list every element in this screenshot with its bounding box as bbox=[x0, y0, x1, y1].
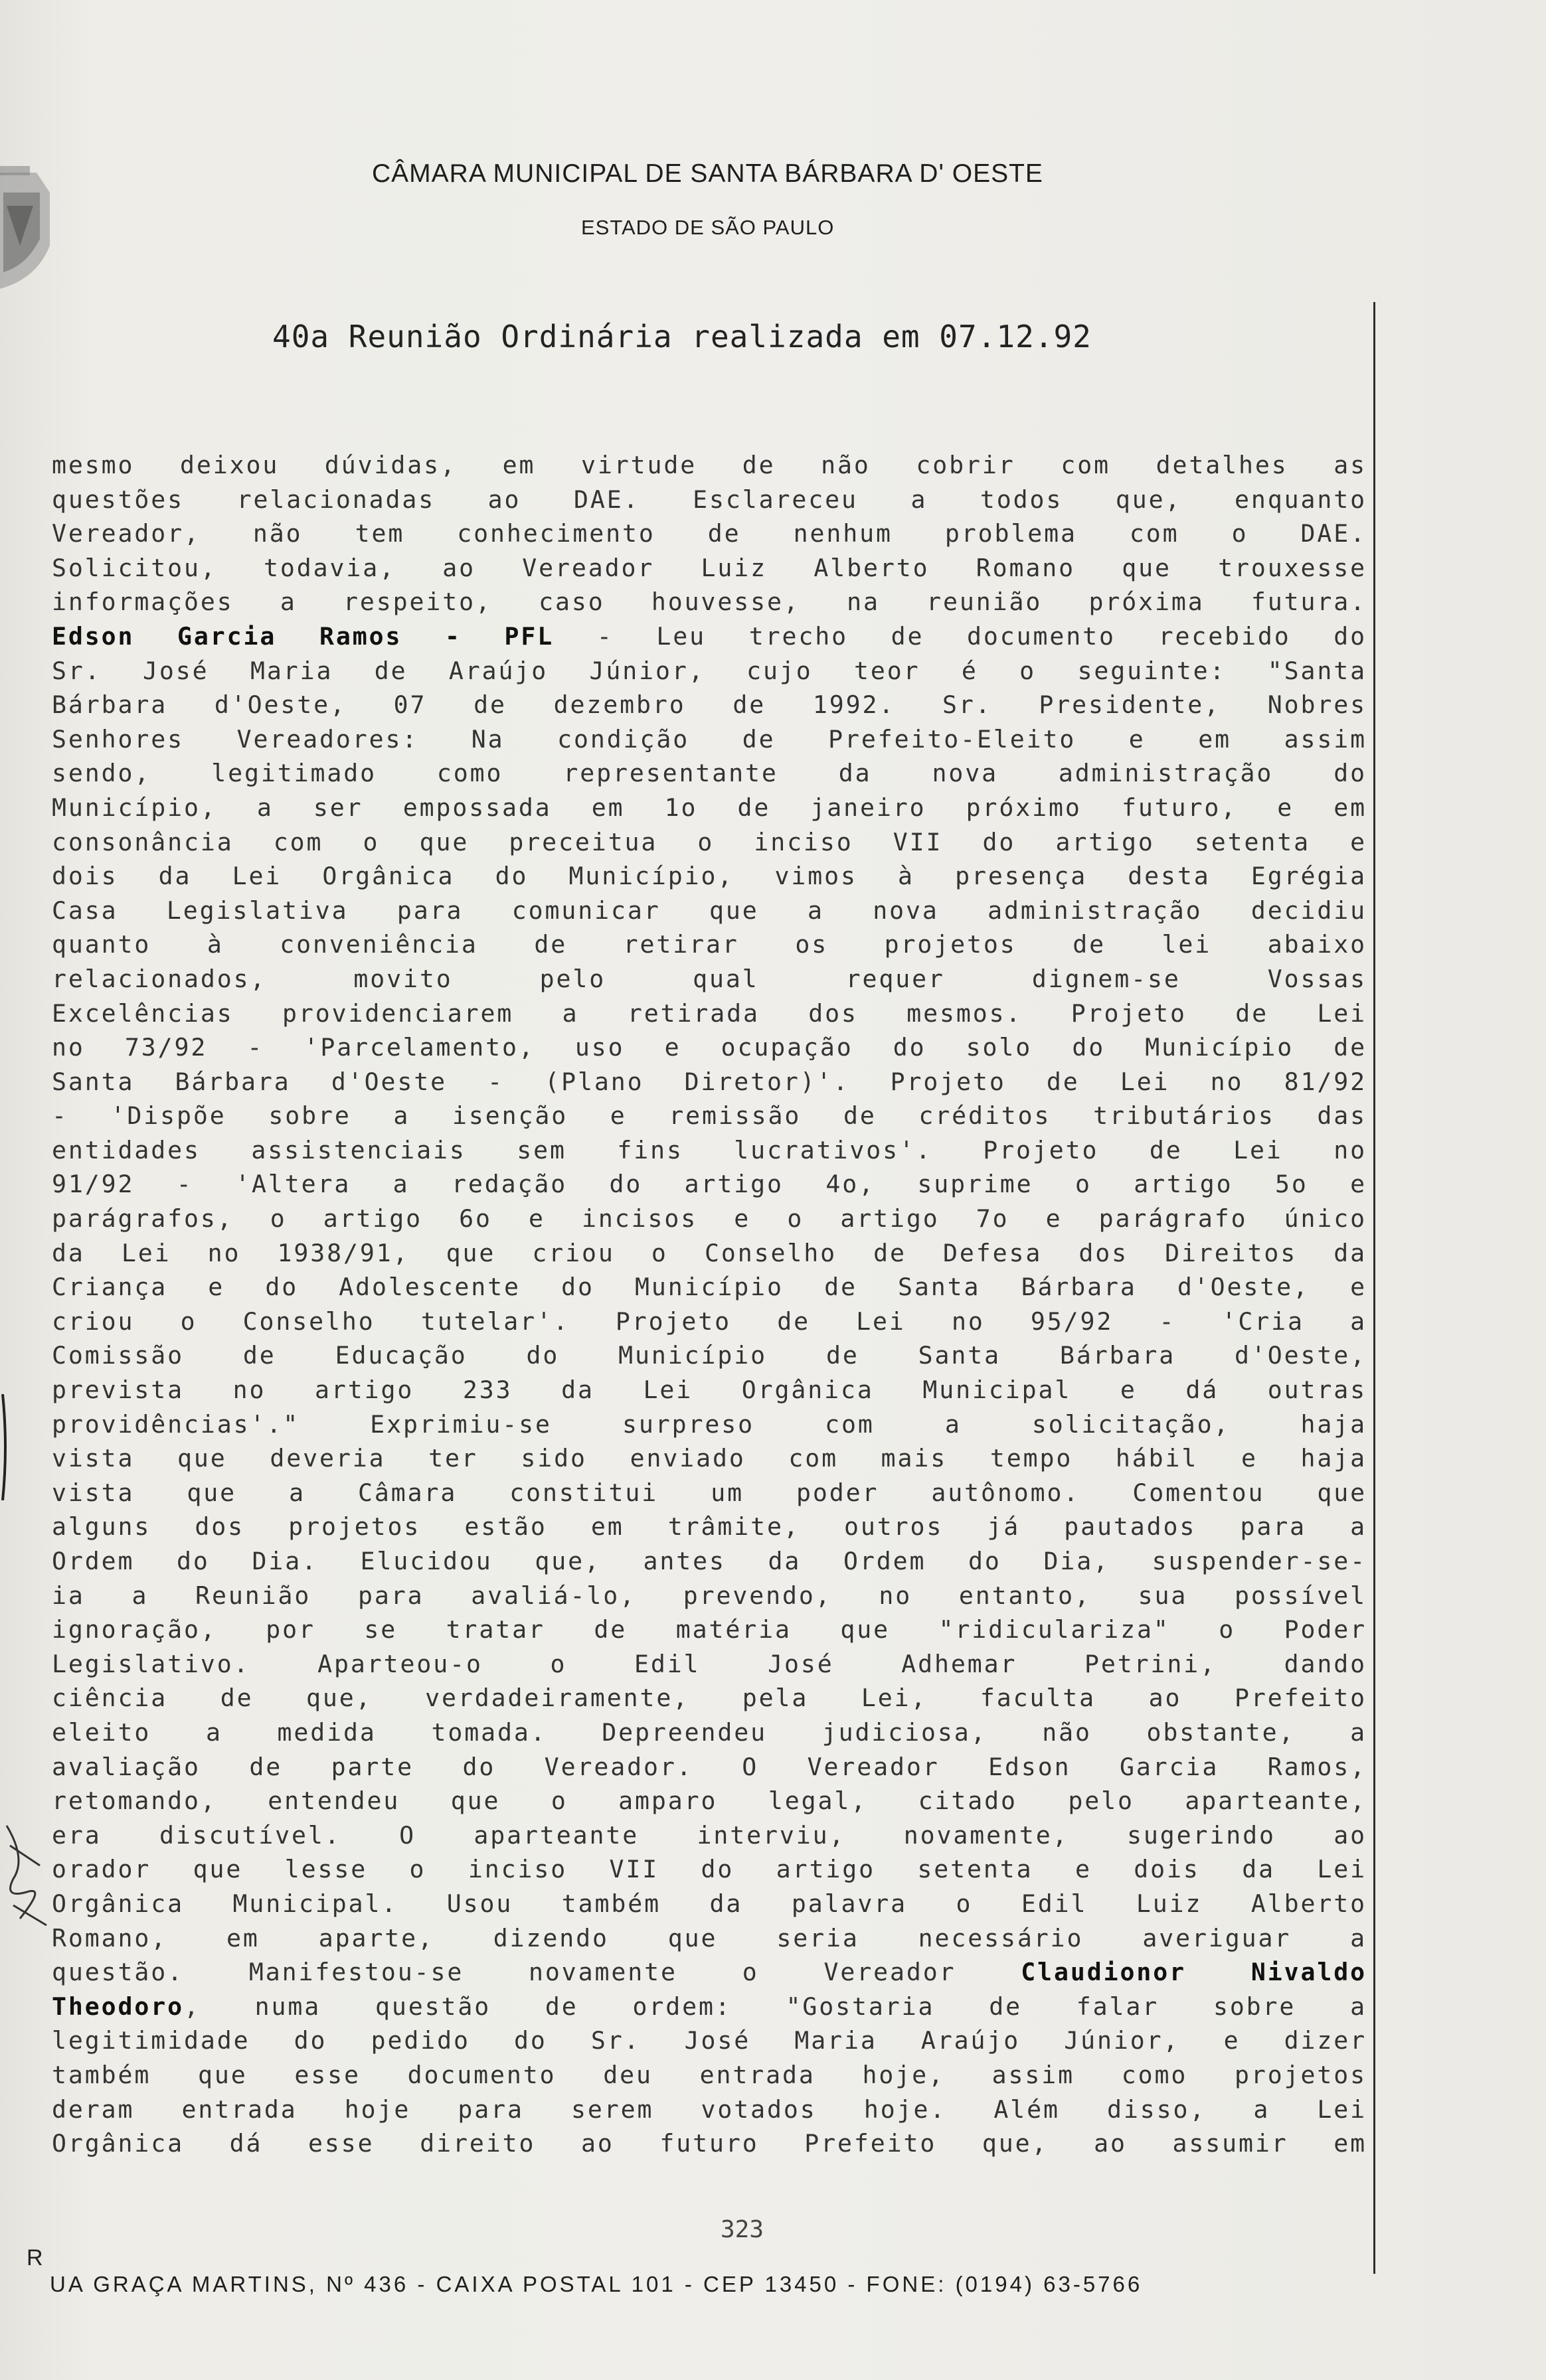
binding-mark bbox=[0, 1394, 9, 1500]
institution-name: CÂMARA MUNICIPAL DE SANTA BÁRBARA D' OESTE bbox=[372, 159, 1043, 188]
body-line: Solicitou, todavia, ao Vereador Luiz Alberto Romano que trouxesse bbox=[52, 553, 1367, 582]
body-line: Bárbara d'Oeste, 07 de dezembro de 1992. Sr. Presidente, Nobres bbox=[52, 690, 1367, 720]
body-line: - 'Dispõe sobre a isenção e remissão de créditos tributários das bbox=[52, 1101, 1367, 1131]
body-line: Senhores Vereadores: Na condição de Prefeito-Eleito e em assim bbox=[52, 724, 1367, 754]
body-line: Ordem do Dia. Elucidou que, antes da Ordem do Dia, suspender-se- bbox=[52, 1547, 1367, 1575]
meeting-title: 40a Reunião Ordinária realizada em 07.12.92 bbox=[272, 319, 1092, 355]
body-line: parágrafos, o artigo 6o e incisos e o artigo 7o e parágrafo único bbox=[52, 1204, 1367, 1233]
body-line: Santa Bárbara d'Oeste - (Plano Diretor)'. Projeto de Lei no 81/92 bbox=[52, 1067, 1367, 1096]
body-line: relacionados, movito pelo qual requer dignem-se Vossas bbox=[52, 964, 1367, 993]
body-line: mesmo deixou dúvidas, em virtude de não cobrir com detalhes as bbox=[52, 451, 1367, 479]
body-line: deram entrada hoje para serem votados hoje. Além disso, a Lei bbox=[52, 2095, 1367, 2124]
body-line: vista que deveria ter sido enviado com mais tempo hábil e haja bbox=[52, 1444, 1367, 1473]
body-line: criou o Conselho tutelar'. Projeto de Lei no 95/92 - 'Cria a bbox=[52, 1307, 1367, 1336]
body-line: prevista no artigo 233 da Lei Orgânica Municipal e dá outras bbox=[52, 1376, 1367, 1405]
body-line: era discutível. O aparteante interviu, novamente, sugerindo ao bbox=[52, 1820, 1367, 1850]
body-line: no 73/92 - 'Parcelamento, uso e ocupação do solo do Município de bbox=[52, 1033, 1367, 1062]
body-line: Theodoro, numa questão de ordem: "Gostaria de falar sobre a bbox=[52, 1992, 1367, 2021]
body-line: Excelências providenciarem a retirada dos mesmos. Projeto de Lei bbox=[52, 998, 1367, 1028]
body-line: da Lei no 1938/91, que criou o Conselho de Defesa dos Direitos da bbox=[52, 1238, 1367, 1267]
speaker-name: Edson Garcia Ramos - PFL bbox=[52, 621, 555, 651]
body-line: legitimidade do pedido do Sr. José Maria Araújo Júnior, e dizer bbox=[52, 2026, 1367, 2055]
body-line: ia a Reunião para avaliá-lo, prevendo, no entanto, sua possível bbox=[52, 1581, 1367, 1610]
footer-street-prefix: R bbox=[27, 2245, 43, 2270]
minutes-body bbox=[52, 448, 1367, 2161]
body-line: questão. Manifestou-se novamente o Vereador Claudionor Nivaldo bbox=[52, 1958, 1367, 1987]
body-line: 91/92 - 'Altera a redação do artigo 4o, suprime o artigo 5o e bbox=[52, 1170, 1367, 1199]
body-line: eleito a medida tomada. Depreendeu judiciosa, não obstante, a bbox=[52, 1717, 1367, 1747]
body-line: dois da Lei Orgânica do Município, vimos à presença desta Egrégia bbox=[52, 862, 1367, 891]
speaker-name: Theodoro bbox=[52, 1992, 184, 2021]
body-line: quanto à conveniência de retirar os projetos de lei abaixo bbox=[52, 930, 1367, 959]
body-line: Casa Legislativa para comunicar que a nova administração decidiu bbox=[52, 896, 1367, 925]
body-line: questões relacionadas ao DAE. Esclareceu a todos que, enquanto bbox=[52, 485, 1367, 514]
body-line: retomando, entendeu que o amparo legal, citado pelo aparteante, bbox=[52, 1786, 1367, 1816]
body-line: Orgânica Municipal. Usou também da palavra o Edil Luiz Alberto bbox=[52, 1889, 1367, 1918]
body-line: sendo, legitimado como representante da nova administração do bbox=[52, 759, 1367, 788]
body-line: também que esse documento deu entrada hoje, assim como projetos bbox=[52, 2060, 1367, 2089]
body-line: Orgânica dá esse direito ao futuro Prefeito que, ao assumir em bbox=[52, 2129, 1367, 2158]
body-line: avaliação de parte do Vereador. O Vereador Edson Garcia Ramos, bbox=[52, 1752, 1367, 1781]
footer-address-text: UA GRAÇA MARTINS, Nº 436 - CAIXA POSTAL 101 - CEP 13450 - FONE: (0194) 63-5766 bbox=[50, 2272, 1143, 2296]
coat-of-arms-icon bbox=[0, 166, 53, 292]
body-line: Legislativo. Aparteou-o o Edil José Adhemar Petrini, dando bbox=[52, 1649, 1367, 1678]
body-line: Romano, em aparte, dizendo que seria necessário averiguar a bbox=[52, 1923, 1367, 1952]
body-line: entidades assistenciais sem fins lucrativos'. Projeto de Lei no bbox=[52, 1135, 1367, 1164]
body-line: vista que a Câmara constitui um poder autônomo. Comentou que bbox=[52, 1478, 1367, 1507]
margin-rule bbox=[1373, 302, 1375, 2274]
body-line: Criança e do Adolescente do Município de Santa Bárbara d'Oeste, e bbox=[52, 1273, 1367, 1302]
body-line: Vereador, não tem conhecimento de nenhum problema com o DAE. bbox=[52, 519, 1367, 548]
body-line: orador que lesse o inciso VII do artigo setenta e dois da Lei bbox=[52, 1855, 1367, 1884]
page-number: 323 bbox=[721, 2216, 764, 2243]
body-line: providências'." Exprimiu-se surpreso com a solicitação, haja bbox=[52, 1409, 1367, 1439]
body-line: informações a respeito, caso houvesse, na reunião próxima futura. bbox=[52, 588, 1367, 617]
body-line: ignoração, por se tratar de matéria que "ridiculariza" o Poder bbox=[52, 1615, 1367, 1644]
body-line: consonância com o que preceitua o inciso VII do artigo setenta e bbox=[52, 827, 1367, 856]
body-line: ciência de que, verdadeiramente, pela Lei, faculta ao Prefeito bbox=[52, 1684, 1367, 1713]
state-name: ESTADO DE SÃO PAULO bbox=[581, 216, 835, 239]
body-line: Sr. José Maria de Araújo Júnior, cujo teor é o seguinte: "Santa bbox=[52, 656, 1367, 685]
body-line: alguns dos projetos estão em trâmite, outros já pautados para a bbox=[52, 1512, 1367, 1542]
body-line: Edson Garcia Ramos - PFL - Leu trecho de documento recebido do bbox=[52, 621, 1367, 651]
footer-address bbox=[27, 2237, 1421, 2304]
speaker-name: Claudionor Nivaldo bbox=[1021, 1958, 1367, 1987]
body-line: Comissão de Educação do Município de Santa Bárbara d'Oeste, bbox=[52, 1341, 1367, 1370]
body-line: Município, a ser empossada em 1o de janeiro próximo futuro, e em bbox=[52, 793, 1367, 822]
handwritten-mark bbox=[0, 1819, 53, 1932]
